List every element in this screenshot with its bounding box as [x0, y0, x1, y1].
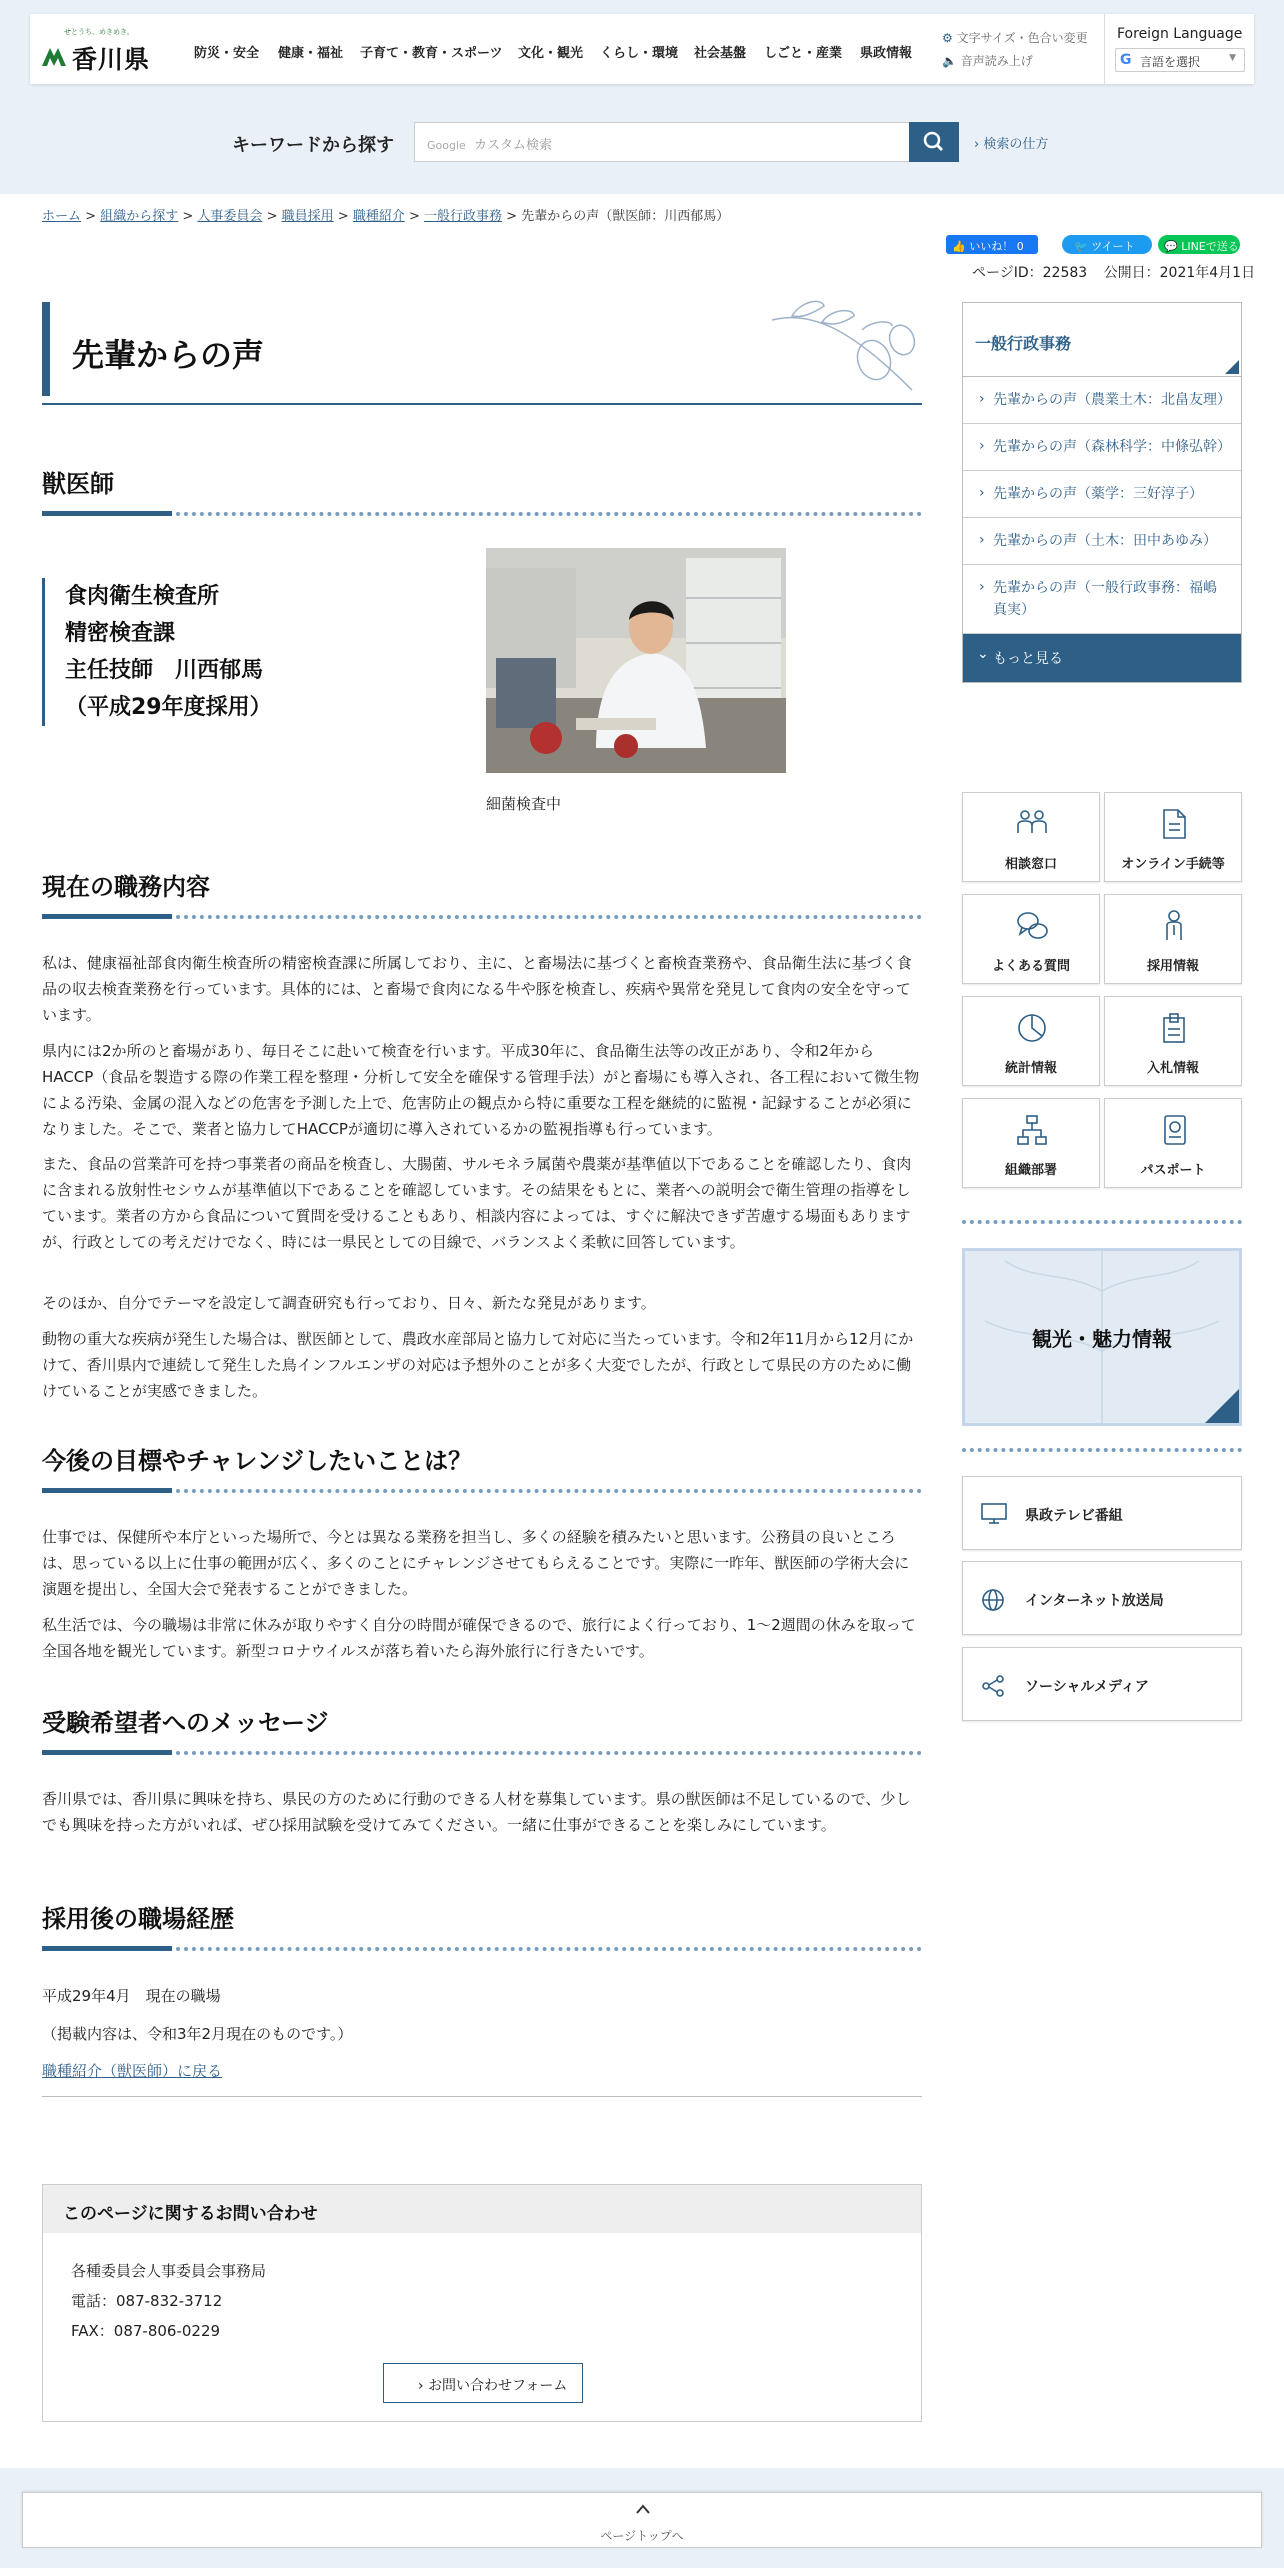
- document-icon: [1157, 807, 1191, 841]
- duties-paragraph: 私は、健康福祉部食肉衛生検査所の精密検査課に所属しており、主に、と畜場法に基づくと畜検査業務や、食品衛生法に基づく食品の収去検査業務を行っています。具体的には、と畜場で食肉になる牛や豚を検査し、疾病や異常を発見して食肉の安全を守っています。: [42, 954, 912, 1024]
- kagawa-logo-icon: [40, 42, 68, 70]
- content-date-note: （掲載内容は、令和3年2月現在のものです。）: [42, 2025, 353, 2043]
- nav-shakai[interactable]: 社会基盤: [694, 46, 747, 61]
- nav-bosai[interactable]: 防災・安全: [194, 46, 260, 61]
- sidebar-item-doboku[interactable]: › 先輩からの声（土木：田中あゆみ）: [963, 518, 1241, 565]
- job-heading: 獣医師: [42, 470, 114, 498]
- org-chart-icon: [1015, 1113, 1049, 1147]
- heading-underline: [42, 1750, 922, 1756]
- duties-paragraph: 動物の重大な疾病が発生した場合は、獣医師として、農政水産部局と協力して対応に当たっています。令和2年11月から12月にかけて、香川県内で連続して発生した鳥インフルエンザの対応は予想外のことが多く大変でしたが、行政として県民の方のために働けていることが実感できました。: [42, 1330, 914, 1400]
- logo-tagline: せとうち、めきめき。: [64, 28, 134, 36]
- tile-statistics[interactable]: 統計情報: [962, 996, 1100, 1086]
- globe-icon: [981, 1588, 1005, 1612]
- heading-underline: [42, 914, 922, 920]
- section-message-heading: 受験希望者へのメッセージ: [42, 1709, 329, 1737]
- heading-underline: [42, 511, 922, 517]
- profile-workplace: 食肉衛生検査所: [65, 584, 220, 609]
- sidebar-item-yakugaku[interactable]: › 先輩からの声（薬学：三好淳子）: [963, 471, 1241, 518]
- sidebar-item-nogyo[interactable]: › 先輩からの声（農業土木：北畠友理）: [963, 377, 1241, 424]
- nav-bunka[interactable]: 文化・観光: [518, 46, 584, 61]
- breadcrumb-soshiki[interactable]: 組織から探す: [100, 209, 179, 224]
- gear-icon: ⚙: [942, 31, 953, 45]
- people-icon: [1015, 807, 1049, 841]
- speech-bubbles-icon: [1015, 909, 1049, 943]
- keyword-search-label: キーワードから探す: [232, 135, 394, 156]
- profile-name: 主任技師 川西郁馬: [65, 658, 264, 683]
- section-goals-heading: 今後の目標やチャレンジしたいことは？: [42, 1447, 473, 1475]
- logo-name: 香川県: [72, 45, 151, 74]
- site-header: [30, 14, 1254, 84]
- link-internet-broadcast[interactable]: インターネット放送局: [962, 1561, 1242, 1635]
- title-accent-bar: [42, 302, 50, 396]
- career-entry: 平成29年4月 現在の職場: [42, 1987, 221, 2005]
- section-career-heading: 採用後の職場経歴: [42, 1905, 234, 1933]
- photo-caption: 細菌検査中: [486, 795, 562, 813]
- tourism-label: 観光・魅力情報: [1032, 1327, 1172, 1351]
- contact-box: [42, 2184, 922, 2422]
- page-title: 先輩からの声: [72, 336, 265, 374]
- sidebar-item-shinrin[interactable]: › 先輩からの声（森林科学：中條弘幹）: [963, 424, 1241, 471]
- sidebar-nav-heading[interactable]: 一般行政事務: [963, 303, 1241, 377]
- passport-icon: [1157, 1113, 1191, 1147]
- facebook-like-button[interactable]: 👍 いいね！ 0: [946, 235, 1038, 254]
- contact-fax: FAX：087-806-0229: [71, 2322, 221, 2340]
- heading-underline: [42, 1946, 922, 1952]
- breadcrumb: ホーム > 組織から探す > 人事委員会 > 職員採用 > 職種紹介 > 一般行政事務 > 先輩からの声（獣医師：川西郁馬）: [42, 209, 730, 224]
- search-howto-link[interactable]: › 検索の仕方: [974, 137, 1049, 152]
- breadcrumb-home[interactable]: ホーム: [42, 209, 82, 224]
- breadcrumb-saiyo[interactable]: 職員採用: [281, 209, 334, 224]
- goals-paragraph: 私生活では、今の職場は非常に休みが取りやすく自分の時間が確保できるので、旅行によく行っており、1～2週間の休みを取って全国各地を観光しています。新型コロナウイルスが落ち着いたら海外旅行に行きたいです。: [42, 1616, 916, 1660]
- search-input[interactable]: [414, 122, 910, 162]
- breadcrumb-shokushu[interactable]: 職種紹介: [352, 209, 405, 224]
- nav-kenko[interactable]: 健康・福祉: [278, 46, 344, 61]
- bid-document-icon: [1157, 1011, 1191, 1045]
- content-divider: [42, 2096, 922, 2097]
- back-to-job-link[interactable]: 職種紹介（獣医師）に戻る: [42, 2062, 223, 2080]
- search-placeholder: カスタム検索: [473, 138, 552, 153]
- profile-section: 精密検査課: [65, 621, 176, 646]
- language-panel: [1104, 14, 1254, 84]
- sidebar-more-button[interactable]: ⌄ もっと見る: [963, 634, 1241, 682]
- tweet-button[interactable]: 🐦 ツイート: [1062, 235, 1152, 254]
- tourism-banner[interactable]: [962, 1248, 1242, 1426]
- twitter-bird-icon: 🐦: [1074, 240, 1088, 253]
- contact-form-button[interactable]: › お問い合わせフォーム: [383, 2363, 583, 2403]
- link-social-media[interactable]: ソーシャルメディア: [962, 1647, 1242, 1721]
- google-label: Google: [427, 139, 466, 152]
- nav-shigoto[interactable]: しごと・産業: [764, 46, 843, 61]
- chevron-right-icon: ›: [418, 2378, 424, 2394]
- profile-hire-year: （平成29年度採用）: [65, 695, 272, 720]
- duties-paragraph: そのほか、自分でテーマを設定して調査研究も行っており、日々、新たな発見があります。: [42, 1294, 656, 1312]
- tile-faq[interactable]: よくある質問: [962, 894, 1100, 984]
- tile-organization[interactable]: 組織部署: [962, 1098, 1100, 1188]
- page-info: [972, 262, 1255, 282]
- contact-dept: 各種委員会人事委員会事務局: [71, 2262, 267, 2280]
- olive-branch-icon: [762, 300, 922, 400]
- page-top-button[interactable]: ページトップへ: [22, 2492, 1262, 2548]
- font-color-link[interactable]: ⚙ 文字サイズ・色合い変更: [942, 31, 1088, 45]
- publish-date: 公開日：2021年4月1日: [1103, 265, 1256, 281]
- contact-tel: 電話：087-832-3712: [71, 2292, 223, 2310]
- nav-kosodate[interactable]: 子育て・教育・スポーツ: [360, 46, 503, 61]
- lab-photo-image: [486, 548, 786, 773]
- foreign-language-label: Foreign Language: [1117, 26, 1243, 42]
- tile-recruitment[interactable]: 採用情報: [1104, 894, 1242, 984]
- search-button[interactable]: [909, 122, 959, 162]
- tile-bidding[interactable]: 入札情報: [1104, 996, 1242, 1086]
- dropdown-arrow-icon: ▼: [1229, 53, 1236, 63]
- tv-icon: [981, 1503, 1007, 1525]
- page-title-block: [42, 300, 922, 405]
- tile-online-procedures[interactable]: オンライン手続等: [1104, 792, 1242, 882]
- sidebar-divider: [962, 1220, 1242, 1224]
- sidebar-nav: [962, 302, 1242, 683]
- thumbs-up-icon: 👍: [952, 240, 966, 253]
- duties-paragraph: また、食品の営業許可を持つ事業者の商品を検査し、大腸菌、サルモネラ属菌や農薬が基準値以下であることを確認したり、食肉に含まれる放射性セシウムが基準値以下であることを確認しています。その結果をもとに、業者への説明会で衛生管理の指導をしています。業者の方から食品について質問を受けることもあり、相談内容によっては、すぐに解決できず苦慮する場面もありますが、行政としての考えだけでなく、時には一県民としての目線で、バランスよく柔軟に回答しています。: [42, 1155, 912, 1251]
- corner-triangle-icon: [1225, 360, 1239, 374]
- heading-underline: [42, 1488, 922, 1494]
- contact-heading: このページに関するお問い合わせ: [43, 2185, 921, 2233]
- line-icon: 💬: [1164, 240, 1178, 253]
- share-icon: [981, 1674, 1005, 1698]
- link-tv-program[interactable]: 県政テレビ番組: [962, 1476, 1242, 1550]
- nav-kurashi[interactable]: くらし・環境: [600, 46, 679, 61]
- chevron-down-icon: ⌄: [977, 646, 989, 662]
- google-g-icon: G: [1120, 52, 1132, 68]
- breadcrumb-jinji[interactable]: 人事委員会: [197, 209, 263, 224]
- speaker-icon: 🔈: [942, 54, 957, 68]
- pie-chart-icon: [1015, 1011, 1049, 1045]
- sidebar-divider: [962, 1448, 1242, 1452]
- chevron-up-icon: [635, 2503, 651, 2515]
- sidebar-item-ippan[interactable]: › 先輩からの声（一般行政事務：福嶋真実）: [963, 565, 1241, 634]
- breadcrumb-ippan[interactable]: 一般行政事務: [424, 209, 503, 224]
- tile-consultation[interactable]: 相談窓口: [962, 792, 1100, 882]
- page-id: ページID：22583: [972, 265, 1088, 281]
- site-logo[interactable]: [40, 24, 160, 74]
- nav-kensei[interactable]: 県政情報: [860, 46, 913, 61]
- staff-profile: [42, 578, 272, 726]
- line-share-button[interactable]: 💬 LINEで送る: [1158, 235, 1240, 254]
- tile-passport[interactable]: パスポート: [1104, 1098, 1242, 1188]
- language-select[interactable]: G 言語を選択 ▼: [1115, 48, 1245, 72]
- staff-photo: [486, 548, 786, 773]
- message-paragraph: 香川県では、香川県に興味を持ち、県民の方のために行動のできる人材を募集しています。県の獣医師は不足しているので、少しでも興味を持った方がいれば、ぜひ採用試験を受けてみてください。一緒に仕事ができることを楽しみにしています。: [42, 1790, 911, 1834]
- read-aloud-link[interactable]: 🔈 音声読み上げ: [942, 54, 1033, 68]
- goals-paragraph: 仕事では、保健所や本庁といった場所で、今とは異なる業務を担当し、多くの経験を積みたいと思います。公務員の良いところは、思っている以上に仕事の範囲が広く、多くのことにチャレンジさせてもらえることです。実際に一昨年、獣医師の学術大会に演題を提出し、全国大会で発表することができました。: [42, 1528, 910, 1598]
- person-icon: [1157, 909, 1191, 943]
- section-duties-heading: 現在の職務内容: [42, 873, 210, 901]
- breadcrumb-current: 先輩からの声（獣医師：川西郁馬）: [521, 209, 730, 224]
- duties-paragraph: 県内には2か所のと畜場があり、毎日そこに赴いて検査を行います。平成30年に、食品衛生法等の改正があり、令和2年からHACCP（食品を製造する際の作業工程を整理・分析して安全を確保する管理手法）がと畜場にも導入され、各工程において微生物による汚染、金属の混入などの危害を予測した上で、危害防止の観点から特に重要な工程を継続的に監視・記録することが必須になりました。そこで、業者と協力してHACCPが適切に導入されているかの監視指導も行っています。: [42, 1042, 920, 1138]
- search-icon: [909, 122, 959, 162]
